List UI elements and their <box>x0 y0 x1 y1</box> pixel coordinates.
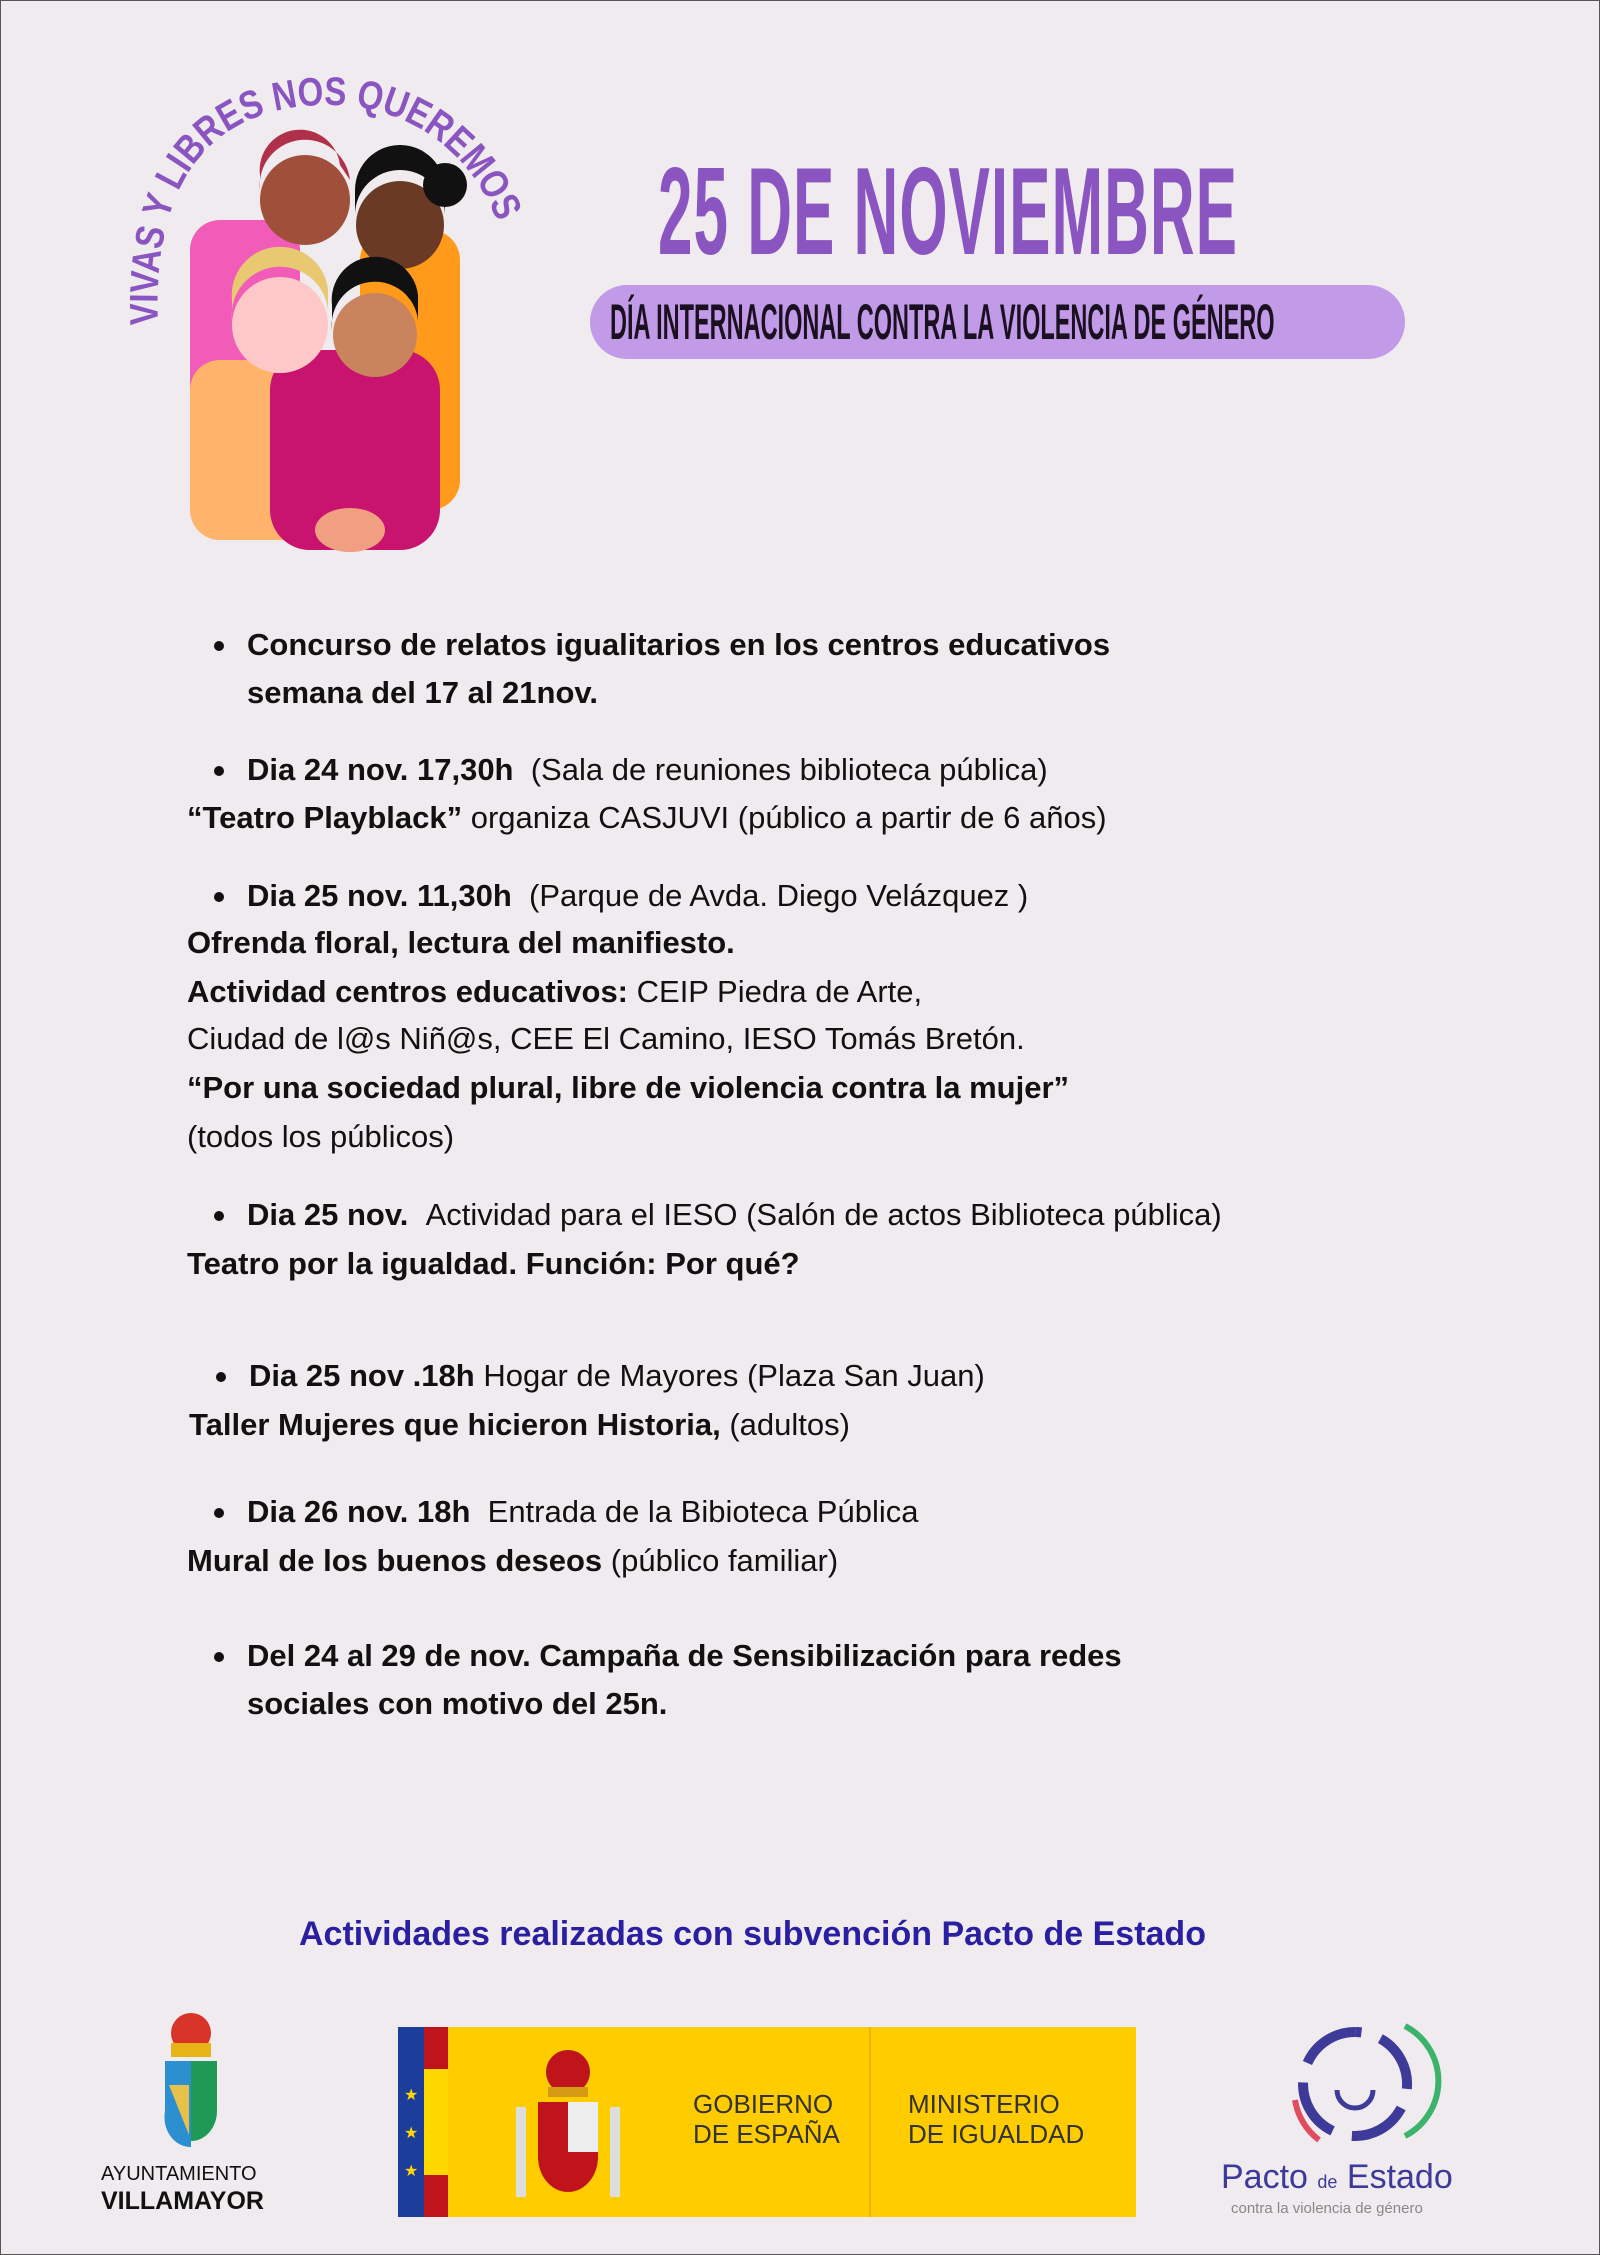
page-title: 25 DE NOVIEMBRE <box>658 143 1239 281</box>
pacto-de-estado-logo <box>1215 2020 1485 2220</box>
bullet-icon <box>214 1508 224 1518</box>
event-3-line-2: Ofrenda floral, lectura del manifiesto. <box>187 925 735 960</box>
event-6-title: Mural de los buenos deseos <box>187 1543 603 1578</box>
event-3-place: (Parque de Avda. Diego Velázquez ) <box>529 878 1029 913</box>
gobierno-line-2: DE ESPAÑA <box>693 2119 840 2149</box>
event-3-line-6: (todos los públicos) <box>187 1119 455 1154</box>
bullet-icon <box>214 892 224 902</box>
bullet-icon <box>214 1211 224 1221</box>
event-6-place: Entrada de la Bibioteca Pública <box>487 1494 919 1529</box>
event-6-header <box>247 1492 918 1532</box>
ministerio-line-2: DE IGUALDAD <box>908 2119 1085 2149</box>
event-4-place: Actividad para el IESO (Salón de actos Biblioteca pública) <box>425 1197 1222 1232</box>
villamayor-label: VILLAMAYOR <box>101 2187 264 2215</box>
pacto-word: Pacto <box>1221 2158 1308 2196</box>
subtitle-text: DÍA INTERNACIONAL CONTRA LA VIOLENCIA DE GÉNERO <box>610 294 1275 350</box>
royal-coat-of-arms-icon <box>508 2037 628 2207</box>
event-2-title: “Teatro Playblack” <box>187 800 463 835</box>
bullet-icon <box>214 766 224 776</box>
event-2-note: organiza CASJUVI (público a partir de 6 años) <box>462 800 1107 835</box>
villamayor-logo <box>93 2005 293 2215</box>
event-3-line-3 <box>187 972 922 1012</box>
event-3-line-4: Ciudad de l@s Niñ@s, CEE El Camino, IESO Tomás Bretón. <box>187 1021 1025 1056</box>
event-4-line-2: Teatro por la igualdad. Función: Por qué? <box>187 1246 800 1281</box>
bullet-icon <box>214 641 224 651</box>
pacto-title <box>1221 2158 1453 2197</box>
ayuntamiento-label: AYUNTAMIENTO <box>101 2163 257 2185</box>
event-4-header <box>247 1195 1222 1235</box>
pacto-subtitle: contra la violencia de género <box>1231 2200 1423 2217</box>
estado-word: Estado <box>1346 2158 1453 2196</box>
event-5-place: Hogar de Mayores (Plaza San Juan) <box>483 1358 985 1393</box>
event-3-header <box>247 876 1028 916</box>
gobierno-espana-logo <box>398 2027 1136 2217</box>
event-7-line-2: sociales con motivo del 25n. <box>247 1686 668 1721</box>
funding-note: Actividades realizadas con subvención Pacto de Estado <box>299 1915 1206 1953</box>
event-7-line-1: Del 24 al 29 de nov. Campaña de Sensibilización para redes <box>247 1638 1122 1673</box>
eu-stars-icon: ★ ★ ★ <box>404 2087 419 2180</box>
event-3-date: Dia 25 nov. 11,30h <box>247 878 512 913</box>
event-2-place: (Sala de reuniones biblioteca pública) <box>530 752 1048 787</box>
event-1-line-2: semana del 17 al 21nov. <box>247 675 598 710</box>
event-2-detail <box>187 798 1107 838</box>
arch-slogan-text: VIVAS Y LIBRES NOS QUEREMOS <box>122 69 532 326</box>
event-6-note: (público familiar) <box>602 1543 839 1578</box>
bullet-icon <box>214 1652 224 1662</box>
event-1-line-1: Concurso de relatos igualitarios en los centros educativos <box>247 627 1111 662</box>
bullet-icon <box>216 1372 226 1382</box>
event-5-header <box>249 1356 985 1396</box>
event-2-header <box>247 750 1048 790</box>
event-3-line-5: “Por una sociedad plural, libre de violencia contra la mujer” <box>187 1070 1070 1105</box>
event-4-date: Dia 25 nov. <box>247 1197 409 1232</box>
event-3-schools: CEIP Piedra de Arte, <box>628 974 923 1009</box>
ministerio-line-1: MINISTERIO <box>908 2089 1060 2119</box>
gobierno-line-1: GOBIERNO <box>693 2089 834 2119</box>
women-illustration <box>110 60 570 560</box>
ministerio-text <box>908 2089 1084 2149</box>
pacto-de-word: de <box>1317 2172 1338 2192</box>
event-2-date: Dia 24 nov. 17,30h <box>247 752 514 787</box>
pacto-circles-icon <box>1215 2020 1485 2160</box>
event-6-detail <box>187 1541 838 1581</box>
event-5-title: Taller Mujeres que hicieron Historia, <box>189 1407 721 1442</box>
event-5-detail <box>189 1405 850 1445</box>
coat-of-arms-icon <box>93 2005 293 2155</box>
event-3-label: Actividad centros educativos: <box>187 974 629 1009</box>
divider <box>869 2027 871 2217</box>
subtitle-pill <box>590 285 1405 359</box>
event-5-note: (adultos) <box>720 1407 850 1442</box>
event-6-date: Dia 26 nov. 18h <box>247 1494 471 1529</box>
gobierno-text <box>693 2089 840 2149</box>
event-5-date: Dia 25 nov .18h <box>249 1358 475 1393</box>
spain-flag-strip <box>424 2027 448 2217</box>
